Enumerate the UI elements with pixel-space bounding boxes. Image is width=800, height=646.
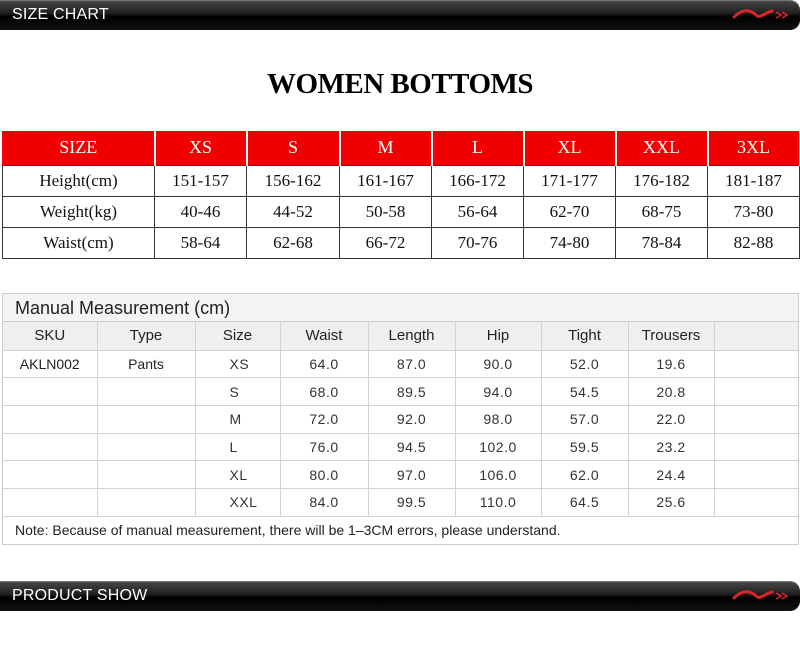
table-cell: 78-84 [616, 227, 708, 258]
sku-cell [3, 405, 97, 433]
tight-cell: 59.5 [541, 433, 628, 461]
length-cell: 92.0 [368, 405, 455, 433]
table-cell: 44-52 [247, 196, 340, 227]
size-header-cell: XL [524, 131, 616, 165]
table-cell: 70-76 [432, 227, 524, 258]
column-header-size: Size [195, 322, 280, 350]
brand-logo-icon [732, 586, 792, 606]
size-cell: S [195, 378, 280, 406]
size-chart-header-bar [0, 0, 800, 30]
table-cell: 161-167 [340, 165, 432, 196]
brand-logo-icon [732, 5, 792, 25]
waist-cell: 68.0 [280, 378, 368, 406]
hip-cell: 90.0 [455, 350, 541, 378]
manual-measurement-title: Manual Measurement (cm) [3, 294, 798, 322]
tight-cell: 57.0 [541, 405, 628, 433]
table-cell: 74-80 [524, 227, 616, 258]
size-row-waist [3, 227, 800, 258]
table-cell: 58-64 [155, 227, 247, 258]
waist-cell: 64.0 [280, 350, 368, 378]
row-label: Weight(kg) [3, 196, 155, 227]
product-show-header-bar [0, 581, 800, 611]
table-cell: 171-177 [524, 165, 616, 196]
tight-cell: 52.0 [541, 350, 628, 378]
tight-cell: 62.0 [541, 461, 628, 489]
table-cell: 166-172 [432, 165, 524, 196]
sku-cell [3, 488, 97, 516]
hip-cell: 106.0 [455, 461, 541, 489]
table-cell: 82-88 [708, 227, 800, 258]
table-row [3, 461, 798, 489]
trousers-cell: 23.2 [628, 433, 714, 461]
measurement-note: Note: Because of manual measurement, there will be 1–3CM errors, please understand. [15, 521, 561, 538]
trousers-cell: 24.4 [628, 461, 714, 489]
column-header-sku: SKU [3, 322, 97, 350]
column-header-type: Type [97, 322, 195, 350]
type-cell [97, 378, 195, 406]
manual-measurement-table [3, 322, 798, 517]
column-header-tight: Tight [541, 322, 628, 350]
empty-cell [714, 405, 798, 433]
length-cell: 94.5 [368, 433, 455, 461]
size-header-cell: L [432, 131, 524, 165]
table-cell: 176-182 [616, 165, 708, 196]
column-header-length: Length [368, 322, 455, 350]
waist-cell: 76.0 [280, 433, 368, 461]
size-chart-table [2, 131, 800, 259]
table-row [3, 433, 798, 461]
table-cell: 62-70 [524, 196, 616, 227]
tight-cell: 54.5 [541, 378, 628, 406]
column-header-waist: Waist [280, 322, 368, 350]
waist-cell: 84.0 [280, 488, 368, 516]
length-cell: 97.0 [368, 461, 455, 489]
table-row [3, 350, 798, 378]
tight-cell: 64.5 [541, 488, 628, 516]
column-header-trousers: Trousers [628, 322, 714, 350]
waist-cell: 80.0 [280, 461, 368, 489]
table-cell: 68-75 [616, 196, 708, 227]
column-header-hip: Hip [455, 322, 541, 350]
size-header-cell: S [247, 131, 340, 165]
hip-cell: 102.0 [455, 433, 541, 461]
length-cell: 87.0 [368, 350, 455, 378]
table-cell: 50-58 [340, 196, 432, 227]
table-cell: 62-68 [247, 227, 340, 258]
table-cell: 40-46 [155, 196, 247, 227]
size-cell: XS [195, 350, 280, 378]
empty-cell [714, 350, 798, 378]
size-cell: XXL [195, 488, 280, 516]
hip-cell: 94.0 [455, 378, 541, 406]
size-header-cell: 3XL [708, 131, 800, 165]
empty-cell [714, 461, 798, 489]
size-cell: M [195, 405, 280, 433]
column-header-empty [714, 322, 798, 350]
row-label: Height(cm) [3, 165, 155, 196]
manual-measurement-panel [2, 293, 799, 545]
type-cell [97, 461, 195, 489]
hip-cell: 110.0 [455, 488, 541, 516]
sku-cell [3, 461, 97, 489]
size-row-height [3, 165, 800, 196]
sku-cell: AKLN002 [3, 350, 97, 378]
table-cell: 181-187 [708, 165, 800, 196]
table-cell: 73-80 [708, 196, 800, 227]
trousers-cell: 22.0 [628, 405, 714, 433]
table-cell: 66-72 [340, 227, 432, 258]
table-cell: 151-157 [155, 165, 247, 196]
size-cell: XL [195, 461, 280, 489]
type-cell [97, 433, 195, 461]
table-cell: 156-162 [247, 165, 340, 196]
table-row [3, 488, 798, 516]
trousers-cell: 19.6 [628, 350, 714, 378]
size-header-cell: XS [155, 131, 247, 165]
type-cell [97, 488, 195, 516]
size-header-cell: SIZE [3, 131, 155, 165]
row-label: Waist(cm) [3, 227, 155, 258]
trousers-cell: 20.8 [628, 378, 714, 406]
size-header-cell: M [340, 131, 432, 165]
table-row [3, 378, 798, 406]
product-show-title: PRODUCT SHOW [12, 587, 148, 604]
size-header-cell: XXL [616, 131, 708, 165]
empty-cell [714, 433, 798, 461]
empty-cell [714, 378, 798, 406]
type-cell: Pants [97, 350, 195, 378]
table-row [3, 405, 798, 433]
hip-cell: 98.0 [455, 405, 541, 433]
table-cell: 56-64 [432, 196, 524, 227]
size-row-weight [3, 196, 800, 227]
size-header-row [3, 131, 800, 165]
manual-header-row [3, 322, 798, 350]
waist-cell: 72.0 [280, 405, 368, 433]
page-title: WOMEN BOTTOMS [266, 68, 534, 100]
trousers-cell: 25.6 [628, 488, 714, 516]
empty-cell [714, 488, 798, 516]
length-cell: 99.5 [368, 488, 455, 516]
size-cell: L [195, 433, 280, 461]
sku-cell [3, 378, 97, 406]
length-cell: 89.5 [368, 378, 455, 406]
type-cell [97, 405, 195, 433]
sku-cell [3, 433, 97, 461]
size-chart-title: SIZE CHART [12, 6, 109, 23]
